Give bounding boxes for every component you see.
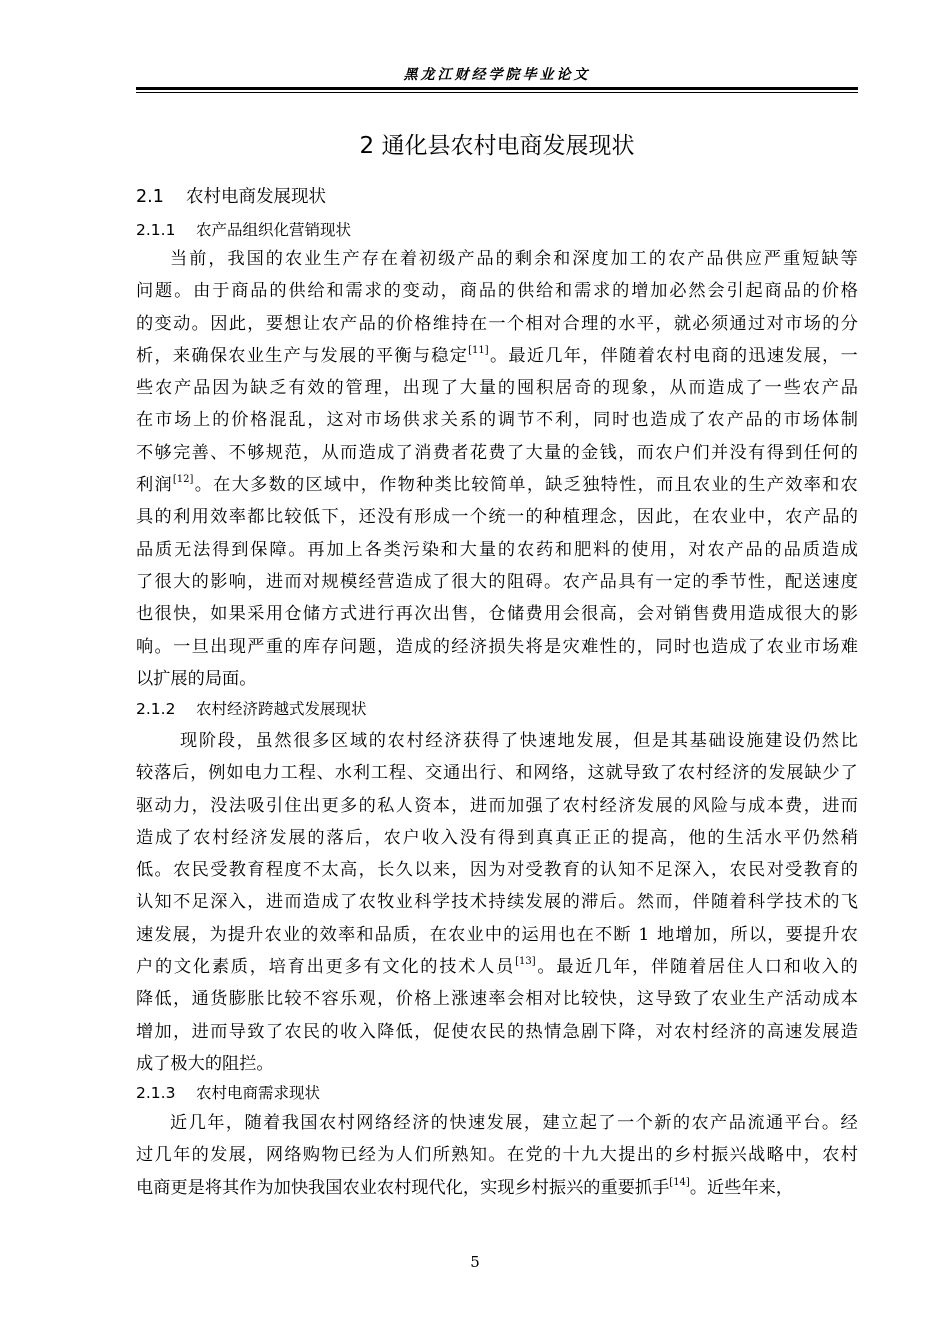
- paragraph-line: 造 成 了 农 村 经 济 发 展 的 落 后 ， 农 户 收 入 没 有 得 到 真 真 正 正 的 提 高 ， 他 的 生 活 水 平 仍 然 稍: [136, 827, 858, 848]
- paragraph-line: 现 阶 段 ， 虽 然 很 多 区 域 的 农 村 经 济 获 得 了 快 速 地 发 展 ， 但 是 其 基 础 设 施 建 设 仍 然 比: [180, 731, 858, 751]
- paragraph-line: 问 题 。 由 于 商 品 的 供 给 和 需 求 的 变 动 ， 商 品 的 供 给 和 需 求 的 增 加 必 然 会 引 起 商 品 的 价 格: [136, 281, 858, 302]
- paragraph-2-1-1: [136, 243, 858, 695]
- paragraph-line: 在 市 场 上 的 价 格 混 乱 ， 这 对 市 场 供 求 关 系 的 调 节 不 利 ， 同 时 也 造 成 了 农 产 品 的 市 场 体 制: [136, 410, 858, 431]
- paragraph-line: 的 变 动 。 因 此 ， 要 想 让 农 产 品 的 价 格 维 持 在 一 个 相 对 合 理 的 水 平 ， 就 必 须 通 过 对 市 场 的 分: [136, 313, 858, 334]
- paragraph-line: 增 加 ， 进 而 导 致 了 农 民 的 收 入 降 低 ， 促 使 农 民 的 热 情 急 剧 下 降 ， 对 农 村 经 济 的 高 速 发 展 造: [136, 1021, 858, 1042]
- section-title: 农村经济跨越式发展现状: [196, 700, 367, 718]
- page-header-title: 黑龙江财经学院毕业论文: [403, 67, 591, 83]
- chapter-title: 2 通化县农村电商发展现状: [359, 133, 635, 159]
- paragraph-line: 也 很 快 ， 如 果 采 用 仓 储 方 式 进 行 再 次 出 售 ， 仓 储 费 用 会 很 高 ， 会 对 销 售 费 用 造 成 很 大 的 影: [136, 604, 858, 625]
- paragraph-line: 户 的 文 化 素 质 ， 培 育 出 更 多 有 文 化 的 技 术 人 员 [13] 。 最 近 几 年 ， 伴 随 着 居 住 人 口 和 收 入 的: [136, 956, 858, 978]
- section-heading-2-1-3: [136, 1081, 320, 1103]
- paragraph-line: 具 的 利 用 效 率 都 比 较 低 下 ， 还 没 有 形 成 一 个 统 一 的 种 植 理 念 ， 因 此 ， 在 农 业 中 ， 农 产 品 的: [136, 507, 858, 528]
- header-rule-thick: [136, 87, 858, 90]
- paragraph-line: 当 前 ， 我 国 的 农 业 生 产 存 在 着 初 级 产 品 的 剩 余 和 深 度 加 工 的 农 产 品 供 应 严 重 短 缺 等: [170, 249, 858, 269]
- paragraph-2-1-2: [136, 725, 858, 1080]
- paragraph-line: 驱 动 力 ， 没 法 吸 引 住 出 更 多 的 私 人 资 本 ， 进 而 加 强 了 农 村 经 济 发 展 的 风 险 与 成 本 费 ， 进 而: [136, 795, 858, 816]
- section-number: 2.1.3: [136, 1084, 176, 1102]
- section-title: 农村电商发展现状: [186, 187, 326, 207]
- section-number: 2.1: [136, 187, 164, 207]
- section-title: 农产品组织化营销现状: [196, 221, 352, 239]
- paragraph-line: 低 。 农 民 受 教 育 程 度 不 太 高 ， 长 久 以 来 ， 因 为 对 受 教 育 的 认 知 不 足 深 入 ， 农 民 对 受 教 育 的: [136, 860, 858, 881]
- paragraph-line: 品 质 无 法 得 到 保 障 。 再 加 上 各 类 污 染 和 大 量 的 农 药 和 肥 料 的 使 用 ， 对 农 产 品 的 品 质 造 成: [136, 539, 858, 560]
- paragraph-line: 近 几 年 ， 随 着 我 国 农 村 网 络 经 济 的 快 速 发 展 ， 建 立 起 了 一 个 新 的 农 产 品 流 通 平 台 。 经: [170, 1113, 858, 1133]
- paragraph-line: 认 知 不 足 深 入 ， 进 而 造 成 了 农 牧 业 科 学 技 术 持 续 发 展 的 滞 后 。 然 而 ， 伴 随 着 科 学 技 术 的 飞: [136, 892, 858, 913]
- section-number: 2.1.2: [136, 700, 176, 718]
- section-heading-2-1: [136, 183, 326, 208]
- paragraph-line: 速 发 展 ， 为 提 升 农 业 的 效 率 和 品 质 ， 在 农 业 中 的 运 用 也 在 不 断 1 地 增 加 ， 所 以 ， 要 提 升 农: [136, 924, 858, 945]
- paragraph-line: 些 农 产 品 因 为 缺 乏 有 效 的 管 理 ， 出 现 了 大 量 的 囤 积 居 奇 的 现 象 ， 从 而 造 成 了 一 些 农 产 品: [136, 378, 858, 399]
- paragraph-line: 过 几 年 的 发 展 ， 网 络 购 物 已 经 为 人 们 所 熟 知 。 在 党 的 十 九 大 提 出 的 乡 村 振 兴 战 略 中 ， 农 村: [136, 1145, 858, 1166]
- section-number: 2.1.1: [136, 221, 176, 239]
- section-title: 农村电商需求现状: [196, 1084, 321, 1102]
- paragraph-line: 电 商 更 是 将 其 作 为 加 快 我 国 农 业 农 村 现 代 化 ， 实 现 乡 村 振 兴 的 重 要 抓 手 [14] 。 近 些 年 来 ，: [136, 1176, 794, 1198]
- section-heading-2-1-2: [136, 697, 367, 719]
- paragraph-line: 利 润 [12] 。 在 大 多 数 的 区 域 中 ， 作 物 种 类 比 较 简 单 ， 缺 乏 独 特 性 ， 而 且 农 业 的 生 产 效 率 和 农: [136, 474, 858, 496]
- section-heading-2-1-1: [136, 218, 351, 240]
- paragraph-line: 不 够 完 善 、 不 够 规 范 ， 从 而 造 成 了 消 费 者 花 费 了 大 量 的 金 钱 ， 而 农 户 们 并 没 有 得 到 任 何 的: [136, 442, 858, 463]
- paragraph-line: 成 了 极 大 的 阻 拦 。: [136, 1053, 274, 1074]
- header-rule-thin: [136, 92, 858, 93]
- paragraph-line: 以 扩 展 的 局 面 。: [136, 668, 257, 689]
- paragraph-line: 响 。 一 旦 出 现 严 重 的 库 存 问 题 ， 造 成 的 经 济 损 失 将 是 灾 难 性 的 ， 同 时 也 造 成 了 农 业 市 场 难: [136, 636, 858, 657]
- paragraph-line: 了 很 大 的 影 响 ， 进 而 对 规 模 经 营 造 成 了 很 大 的 阻 碍 。 农 产 品 具 有 一 定 的 季 节 性 ， 配 送 速 度: [136, 571, 858, 592]
- paragraph-line: 较 落 后 ， 例 如 电 力 工 程 、 水 利 工 程 、 交 通 出 行 、 和 网 络 ， 这 就 导 致 了 农 村 经 济 的 发 展 缺 少 了: [136, 763, 858, 784]
- paragraph-line: 析 ， 来 确 保 农 业 生 产 与 发 展 的 平 衡 与 稳 定 [11] 。 最 近 几 年 ， 伴 随 着 农 村 电 商 的 迅 速 发 展 ， 一: [136, 344, 858, 366]
- paragraph-line: 降 低 ， 通 货 膨 胀 比 较 不 容 乐 观 ， 价 格 上 涨 速 率 会 相 对 比 较 快 ， 这 导 致 了 农 业 生 产 活 动 成 本: [136, 989, 858, 1010]
- paragraph-2-1-3: [136, 1107, 858, 1204]
- page-number: 5: [470, 1253, 480, 1271]
